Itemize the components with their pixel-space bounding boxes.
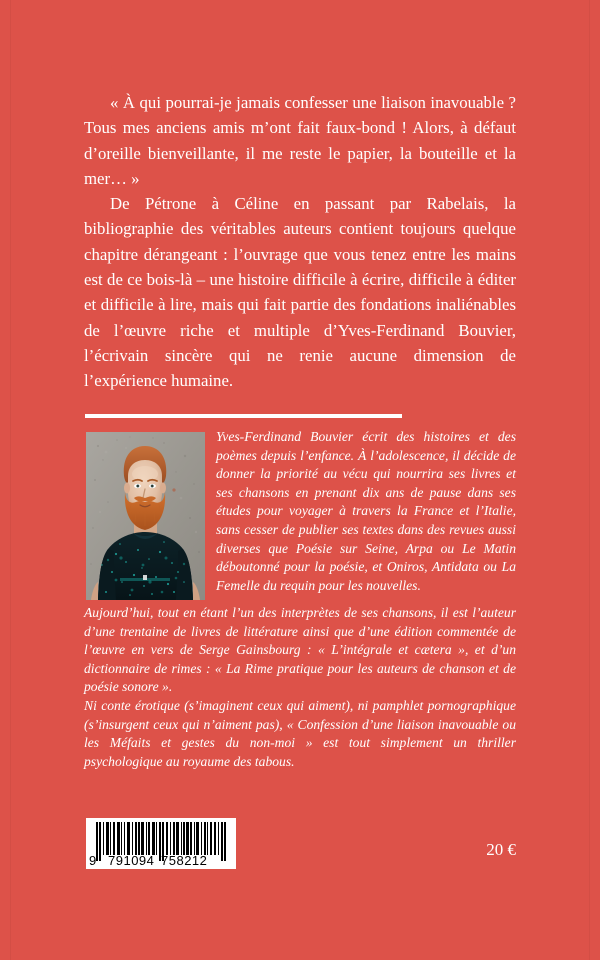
trim-guide-left	[10, 0, 11, 960]
bio-paragraph-1: Yves-Ferdinand Bouvier écrit des histoires et des poèmes depuis l’enfance. À l’adolescence, il décide de donner la priorité au vécu qui nourrira ses livres et ses chansons en prenant dix ans de pause dans ses études pour voyager à travers la France et l’Italie, sans cesser de publier ses textes dans des revues aussi diverses que Poésie sur Seine, Arpa ou Le Matin déboutonné pour la poésie, et Oniros, Antidata ou La Femelle du requin pour les nouvelles.	[216, 429, 516, 593]
section-divider-rule	[85, 414, 402, 418]
author-biography-block	[84, 428, 516, 771]
photo-wrap-spacer	[84, 428, 216, 604]
trim-guide-right	[589, 0, 590, 960]
blurb-text-block	[84, 90, 516, 394]
bio-paragraph-3: Ni conte érotique (s’imaginent ceux qui aiment), ni pamphlet pornographique (s’insurgent ceux qui n’aiment pas), « Confession d’une liaison inavouable ou les Méfaits et gestes du non-moi » est tout simplement un thriller psychologique au royaume des tabous.	[84, 697, 516, 769]
price-label: 20 €	[486, 840, 516, 859]
bio-paragraph-2: Aujourd’hui, tout en étant l’un des interprètes de ses chansons, il est l’auteur d’une trentaine de livres de littérature ainsi que d’une édition commentée de l’œuvre en vers de Serge Gainsbourg : « L’intégrale et cætera », et d’un dictionnaire de rimes : « La Rime pratique pour les auteurs de chanson et de poésie sonore ».	[84, 605, 516, 695]
barcode-right-group: 758212	[161, 853, 208, 868]
blurb-paragraph-quote: « À qui pourrai-je jamais confesser une liaison inavouable ? Tous mes anciens amis m’ont fait faux-bond ! Alors, à défaut d’oreille bienveillante, il me reste le papier, la bouteille et la mer… »	[84, 93, 516, 188]
blurb-paragraph-synopsis: De Pétrone à Céline en passant par Rabelais, la bibliographie des véritables auteurs contient toujours quelque chapitre dérangeant : l’ouvrage que vous tenez entre les mains est de ce bois-là – une histoire difficile à écrire, difficile à éditer et difficile à lire, mais qui fait partie des fondations inaliénables de l’œuvre riche et multiple d’Yves-Ferdinand Bouvier, l’écrivain sincère qui ne renie aucune dimension de l’expérience humaine.	[84, 194, 516, 391]
barcode	[86, 818, 236, 869]
barcode-lead-digit: 9	[89, 853, 97, 868]
barcode-left-group: 791094	[108, 853, 155, 868]
barcode-bars	[96, 822, 227, 855]
barcode-digits	[86, 853, 236, 868]
